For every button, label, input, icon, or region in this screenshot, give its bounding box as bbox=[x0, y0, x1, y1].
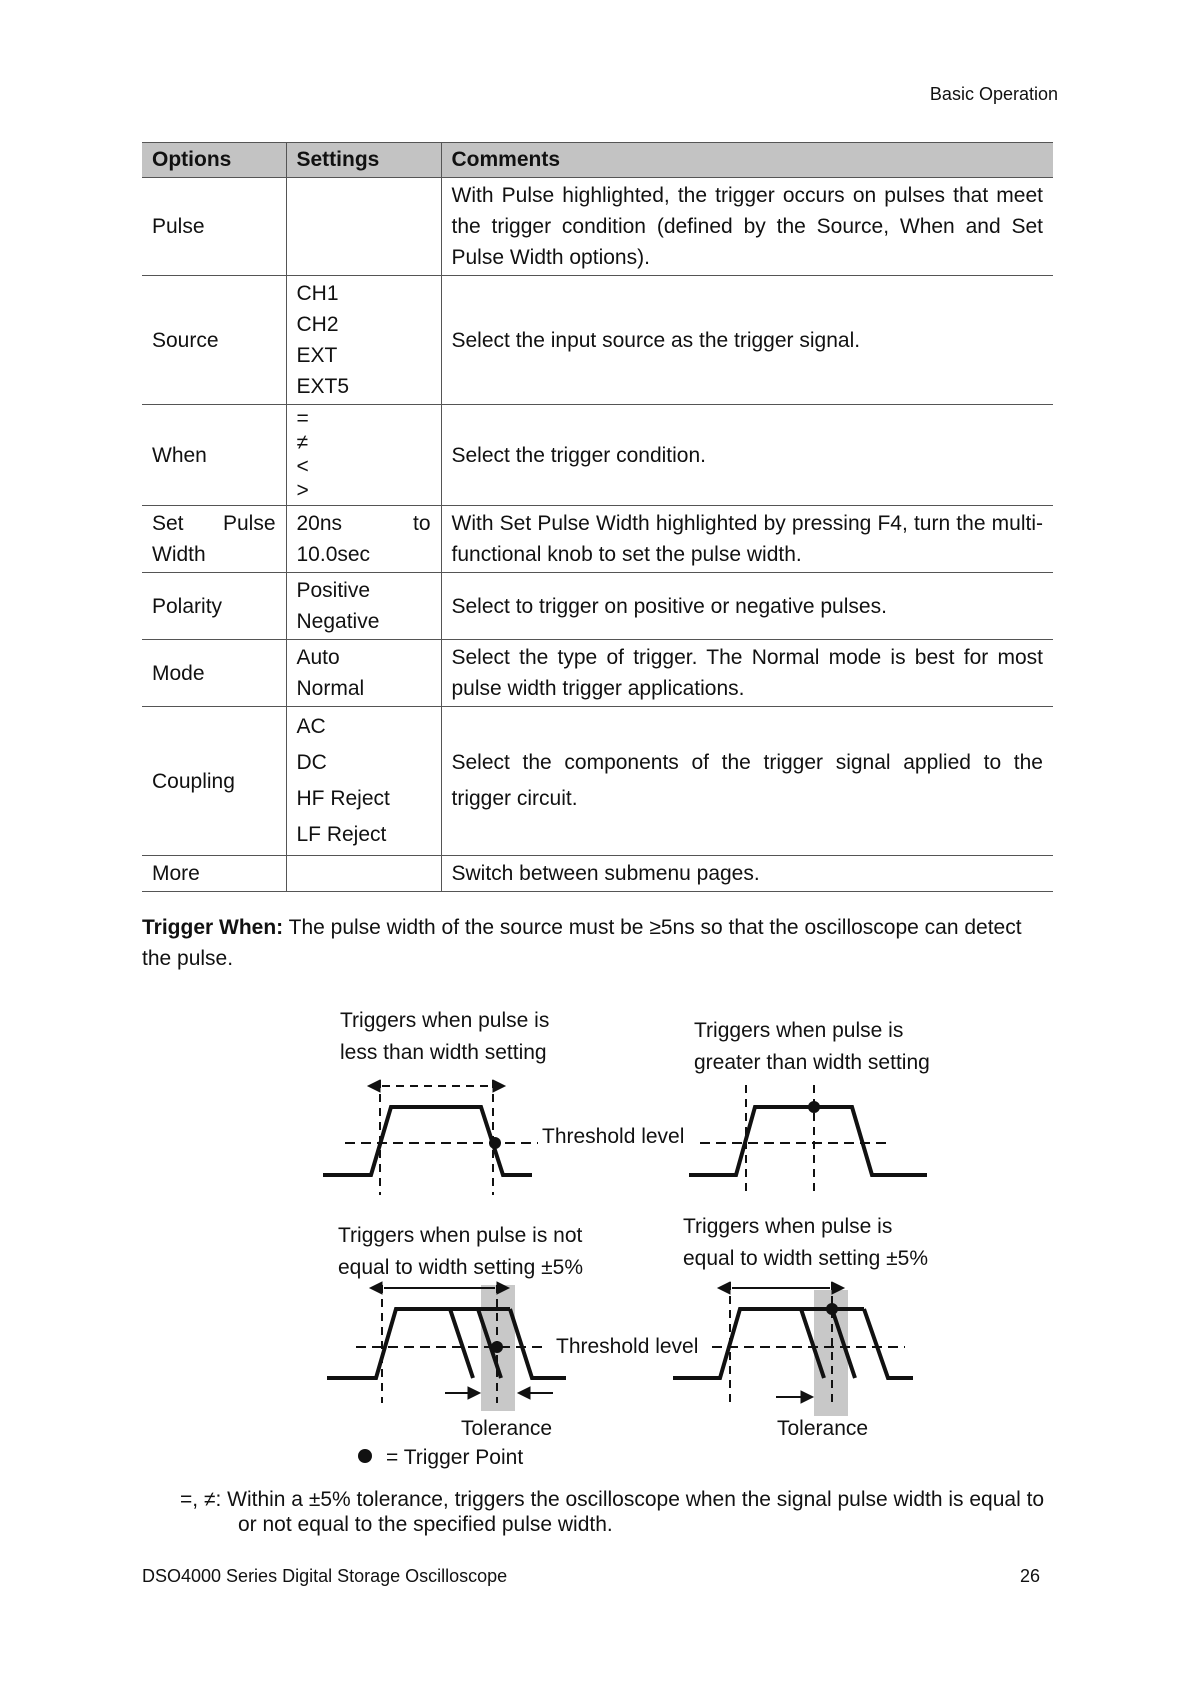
setting-value: Positive bbox=[296, 579, 371, 602]
equal-waveform bbox=[673, 1282, 913, 1416]
setting-value: > bbox=[296, 479, 309, 502]
comment-cell: Select the components of the trigger signal applied to the trigger circuit. bbox=[441, 707, 1053, 856]
setting-value: HF Reject bbox=[296, 787, 390, 810]
less-than-waveform bbox=[323, 1080, 538, 1195]
setting-value: ≠ bbox=[296, 431, 309, 454]
comment-cell: Select to trigger on positive or negative pulses. bbox=[441, 573, 1053, 640]
setting-value: Auto bbox=[296, 646, 340, 669]
option-cell: Mode bbox=[142, 640, 286, 707]
setting-value: EXT bbox=[296, 344, 338, 367]
footnote-line-2: or not equal to the specified pulse width. bbox=[238, 1513, 613, 1536]
header-comments: Comments bbox=[441, 143, 1053, 178]
setting-value: DC bbox=[296, 751, 327, 774]
option-cell: When bbox=[142, 405, 286, 506]
option-cell: More bbox=[142, 856, 286, 892]
greater-than-caption-1: Triggers when pulse is bbox=[694, 1019, 904, 1042]
option-cell: Polarity bbox=[142, 573, 286, 640]
trigger-when-text: The pulse width of the source must be ≥5ns so that the oscilloscope can detect the pulse. bbox=[142, 916, 1022, 970]
header-options: Options bbox=[142, 143, 286, 178]
equal-caption-2: equal to width setting ±5% bbox=[683, 1247, 929, 1270]
comment-cell: With Pulse highlighted, the trigger occurs on pulses that meet the trigger condition (defined by the Source, When and Set Pulse Width options). bbox=[441, 178, 1053, 276]
footnote-line-1: =, ≠: Within a ±5% tolerance, triggers the oscilloscope when the signal pulse width is equal to bbox=[180, 1488, 1045, 1511]
less-than-caption-2: less than width setting bbox=[340, 1041, 547, 1064]
tolerance-label-right: Tolerance bbox=[777, 1417, 869, 1440]
comment-cell: With Set Pulse Width highlighted by pressing F4, turn the multi-functional knob to set the pulse width. bbox=[441, 506, 1053, 573]
greater-than-caption-2: greater than width setting bbox=[694, 1051, 930, 1074]
option-cell: Source bbox=[142, 276, 286, 405]
tolerance-label-left: Tolerance bbox=[461, 1417, 553, 1440]
setting-value: 20ns to bbox=[296, 512, 431, 535]
threshold-label-top: Threshold level bbox=[542, 1125, 685, 1148]
threshold-label-bottom: Threshold level bbox=[556, 1335, 699, 1358]
option-cell: Pulse bbox=[142, 178, 286, 276]
option-cell: Coupling bbox=[142, 707, 286, 856]
trigger-point-icon bbox=[358, 1449, 372, 1463]
trigger-when-label: Trigger When: bbox=[142, 916, 284, 939]
page-header-title: Basic Operation bbox=[929, 84, 1058, 104]
not-equal-caption-2: equal to width setting ±5% bbox=[338, 1256, 584, 1279]
not-equal-caption-1: Triggers when pulse is not bbox=[338, 1224, 583, 1247]
header-settings: Settings bbox=[286, 143, 441, 178]
page-number: 26 bbox=[1020, 1566, 1041, 1586]
comment-cell: Select the trigger condition. bbox=[441, 405, 1053, 506]
less-than-caption-1: Triggers when pulse is bbox=[340, 1009, 550, 1032]
setting-value: EXT5 bbox=[296, 375, 350, 398]
trigger-point-legend: = Trigger Point bbox=[386, 1446, 524, 1469]
option-cell: Set Pulse Width bbox=[142, 506, 286, 573]
setting-value: = bbox=[296, 407, 309, 430]
setting-value: CH1 bbox=[296, 282, 339, 305]
setting-value: 10.0sec bbox=[296, 543, 371, 566]
not-equal-waveform bbox=[327, 1282, 566, 1411]
comment-cell: Select the type of trigger. The Normal mode is best for most pulse width trigger applications. bbox=[441, 640, 1053, 707]
setting-value: Normal bbox=[296, 677, 365, 700]
setting-value: LF Reject bbox=[296, 823, 387, 846]
comment-cell: Select the input source as the trigger signal. bbox=[441, 276, 1053, 405]
greater-than-waveform bbox=[689, 1085, 927, 1195]
comment-cell: Switch between submenu pages. bbox=[441, 856, 1053, 892]
setting-value: CH2 bbox=[296, 313, 339, 336]
footer-title: DSO4000 Series Digital Storage Oscilloscope bbox=[142, 1566, 508, 1586]
footnote bbox=[180, 1487, 1060, 1537]
setting-value: AC bbox=[296, 715, 326, 738]
setting-value: < bbox=[296, 455, 309, 478]
setting-value: Negative bbox=[296, 610, 380, 633]
equal-caption-1: Triggers when pulse is bbox=[683, 1215, 893, 1238]
